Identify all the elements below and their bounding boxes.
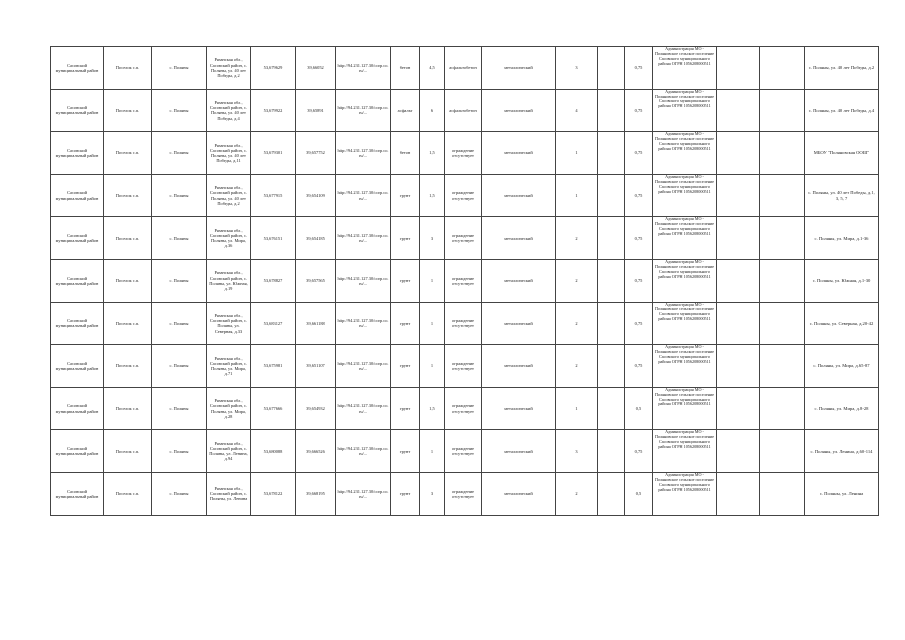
cell-latitude: 53,676151 [251, 217, 296, 260]
cell-map-link: http://94.231.127.30/corp.co.ru/... [336, 174, 391, 217]
cell-fence: ограждение отсутствует [445, 217, 482, 260]
cell-empty-2 [760, 47, 805, 90]
table-row [51, 174, 879, 217]
cell-area: 4,5 [420, 47, 445, 90]
cell-count: 3 [556, 430, 598, 473]
cell-district: Сасовский муниципальный район [51, 345, 104, 388]
cell-volume-empty [598, 302, 625, 345]
cell-volume: 0,75 [625, 259, 653, 302]
cell-volume-empty [598, 132, 625, 175]
cell-map-link: http://94.231.127.30/corp.co.ru/... [336, 217, 391, 260]
cell-district: Сасовский муниципальный район [51, 472, 104, 515]
cell-surface: грунт [391, 387, 420, 430]
cell-longitude: 39,654932 [296, 387, 336, 430]
cell-area: 6 [420, 89, 445, 132]
cell-owner: Администрация МО - Поляновское сельское поселение Сасовского муниципального района ОГРН 1056208000511 [653, 217, 717, 260]
cell-district: Сасовский муниципальный район [51, 89, 104, 132]
cell-district: Сасовский муниципальный район [51, 430, 104, 473]
cell-count: 3 [556, 47, 598, 90]
cell-count: 4 [556, 89, 598, 132]
cell-longitude: 39,657565 [296, 259, 336, 302]
cell-container-type: металлический [482, 89, 556, 132]
cell-count: 2 [556, 259, 598, 302]
table-row [51, 259, 879, 302]
cell-empty-1 [717, 430, 760, 473]
cell-longitude: 39,66052 [296, 47, 336, 90]
cell-container-type: металлический [482, 217, 556, 260]
cell-volume: 0,75 [625, 132, 653, 175]
cell-served-addresses: МБОУ "Поляновская ООШ" [805, 132, 879, 175]
cell-empty-1 [717, 217, 760, 260]
cell-area: 1 [420, 259, 445, 302]
cell-surface: грунт [391, 217, 420, 260]
cell-latitude: 53,683127 [251, 302, 296, 345]
cell-volume: 0,5 [625, 472, 653, 515]
cell-count: 2 [556, 217, 598, 260]
cell-volume-empty [598, 430, 625, 473]
cell-served-addresses: с. Поляны, ул. Мира, д.8-28 [805, 387, 879, 430]
cell-fence: асфальтобетон [445, 47, 482, 90]
cell-volume-empty [598, 387, 625, 430]
cell-empty-1 [717, 387, 760, 430]
cell-container-type: металлический [482, 47, 556, 90]
cell-settlement: Поселок с.п. [104, 345, 152, 388]
cell-address: Рязанская обл., Сасовский район, с. Поляны, ул. Северная, д.33 [207, 302, 251, 345]
cell-served-addresses: с. Поляны, ул. Мира, д.1-36 [805, 217, 879, 260]
cell-container-type: металлический [482, 472, 556, 515]
cell-owner: Администрация МО - Поляновское сельское поселение Сасовского муниципального района ОГРН 1056208000511 [653, 387, 717, 430]
cell-area: 1 [420, 345, 445, 388]
cell-served-addresses: с. Поляны, ул. Северная, д.20-42 [805, 302, 879, 345]
cell-locality: с. Поляны [152, 217, 207, 260]
cell-longitude: 39,65891 [296, 89, 336, 132]
cell-owner: Администрация МО - Поляновское сельское поселение Сасовского муниципального района ОГРН 1056208000511 [653, 89, 717, 132]
cell-empty-2 [760, 430, 805, 473]
cell-count: 1 [556, 132, 598, 175]
cell-volume-empty [598, 259, 625, 302]
cell-volume-empty [598, 47, 625, 90]
registry-table [50, 46, 879, 516]
cell-empty-1 [717, 174, 760, 217]
cell-address: Рязанская обл., Сасовский район, с. Поляны, ул. Мира, д.36 [207, 217, 251, 260]
cell-address: Рязанская обл., Сасовский район, с. Поляны, ул. Южная, д.19 [207, 259, 251, 302]
cell-locality: с. Поляны [152, 89, 207, 132]
cell-locality: с. Поляны [152, 302, 207, 345]
cell-empty-2 [760, 302, 805, 345]
cell-served-addresses: с. Поляны, ул. Ленина, д.60-114 [805, 430, 879, 473]
cell-count: 2 [556, 472, 598, 515]
cell-owner: Администрация МО - Поляновское сельское поселение Сасовского муниципального района ОГРН 1056208000511 [653, 132, 717, 175]
cell-district: Сасовский муниципальный район [51, 217, 104, 260]
cell-empty-2 [760, 217, 805, 260]
cell-fence: ограждение отсутствует [445, 472, 482, 515]
cell-settlement: Поселок с.п. [104, 430, 152, 473]
table-row [51, 89, 879, 132]
table-row [51, 345, 879, 388]
cell-latitude: 53,679922 [251, 89, 296, 132]
cell-empty-2 [760, 472, 805, 515]
cell-empty-1 [717, 89, 760, 132]
cell-empty-2 [760, 89, 805, 132]
cell-volume-empty [598, 174, 625, 217]
cell-settlement: Поселок с.п. [104, 47, 152, 90]
cell-address: Рязанская обл., Сасовский район, с. Поляны, ул. 40 лет Победы, д.11 [207, 132, 251, 175]
cell-surface: асфальт [391, 89, 420, 132]
cell-longitude: 39,654185 [296, 217, 336, 260]
cell-map-link: http://94.231.127.30/corp.co.ru/... [336, 89, 391, 132]
cell-surface: грунт [391, 345, 420, 388]
cell-fence: ограждение отсутствует [445, 174, 482, 217]
cell-volume-empty [598, 472, 625, 515]
cell-area: 1 [420, 302, 445, 345]
cell-container-type: металлический [482, 174, 556, 217]
cell-locality: с. Поляны [152, 47, 207, 90]
cell-settlement: Поселок с.п. [104, 132, 152, 175]
cell-map-link: http://94.231.127.30/corp.co.ru/... [336, 47, 391, 90]
cell-surface: грунт [391, 430, 420, 473]
cell-district: Сасовский муниципальный район [51, 47, 104, 90]
cell-served-addresses: с. Поляны, ул. 40 лет Победы, д.2 [805, 47, 879, 90]
table-row [51, 47, 879, 90]
cell-surface: грунт [391, 174, 420, 217]
cell-area: 3 [420, 472, 445, 515]
cell-served-addresses: с. Поляны, ул. Южная, д.1-30 [805, 259, 879, 302]
cell-locality: с. Поляны [152, 430, 207, 473]
cell-settlement: Поселок с.п. [104, 89, 152, 132]
cell-map-link: http://94.231.127.30/corp.co.ru/... [336, 345, 391, 388]
cell-longitude: 39,654109 [296, 174, 336, 217]
cell-address: Рязанская обл., Сасовский район, с. Поляны, ул. Ленина [207, 472, 251, 515]
cell-volume: 0,75 [625, 345, 653, 388]
cell-empty-2 [760, 132, 805, 175]
cell-map-link: http://94.231.127.30/corp.co.ru/... [336, 132, 391, 175]
cell-latitude: 53,680088 [251, 430, 296, 473]
cell-container-type: металлический [482, 302, 556, 345]
cell-settlement: Поселок с.п. [104, 302, 152, 345]
cell-volume: 0,75 [625, 430, 653, 473]
cell-count: 2 [556, 345, 598, 388]
cell-volume: 0,5 [625, 387, 653, 430]
cell-address: Рязанская обл., Сасовский район, с. Поляны, ул. Мира, д.28 [207, 387, 251, 430]
cell-longitude: 39,661188 [296, 302, 336, 345]
cell-address: Рязанская обл., Сасовский район, с. Поляны, ул. 40 лет Победы, д.2 [207, 174, 251, 217]
cell-owner: Администрация МО - Поляновское сельское поселение Сасовского муниципального района ОГРН 1056208000511 [653, 345, 717, 388]
cell-fence: ограждение отсутствует [445, 302, 482, 345]
cell-longitude: 39,666526 [296, 430, 336, 473]
cell-owner: Администрация МО - Поляновское сельское поселение Сасовского муниципального района ОГРН 1056208000511 [653, 430, 717, 473]
cell-container-type: металлический [482, 259, 556, 302]
cell-volume: 0,75 [625, 89, 653, 132]
cell-locality: с. Поляны [152, 387, 207, 430]
cell-served-addresses: с. Поляны, ул. 40 лет Победы, д.1, 3, 5, 7 [805, 174, 879, 217]
cell-district: Сасовский муниципальный район [51, 174, 104, 217]
cell-served-addresses: с. Поляны, ул. 40 лет Победы, д.4 [805, 89, 879, 132]
cell-locality: с. Поляны [152, 345, 207, 388]
cell-volume: 0,75 [625, 174, 653, 217]
cell-volume-empty [598, 345, 625, 388]
cell-latitude: 53,677915 [251, 174, 296, 217]
cell-empty-2 [760, 345, 805, 388]
cell-empty-1 [717, 345, 760, 388]
cell-latitude: 53,679301 [251, 132, 296, 175]
cell-district: Сасовский муниципальный район [51, 302, 104, 345]
cell-map-link: http://94.231.127.30/corp.co.ru/... [336, 387, 391, 430]
cell-empty-2 [760, 259, 805, 302]
cell-owner: Администрация МО - Поляновское сельское поселение Сасовского муниципального района ОГРН 1056208000511 [653, 259, 717, 302]
cell-empty-2 [760, 174, 805, 217]
cell-volume-empty [598, 217, 625, 260]
cell-longitude: 39,668195 [296, 472, 336, 515]
table-row [51, 132, 879, 175]
cell-count: 1 [556, 174, 598, 217]
cell-longitude: 39,657752 [296, 132, 336, 175]
cell-map-link: http://94.231.127.30/corp.co.ru/... [336, 259, 391, 302]
cell-latitude: 53,679629 [251, 47, 296, 90]
cell-settlement: Поселок с.п. [104, 259, 152, 302]
cell-empty-1 [717, 47, 760, 90]
cell-volume: 0,75 [625, 302, 653, 345]
cell-owner: Администрация МО - Поляновское сельское поселение Сасовского муниципального района ОГРН 1056208000511 [653, 47, 717, 90]
cell-owner: Администрация МО - Поляновское сельское поселение Сасовского муниципального района ОГРН 1056208000511 [653, 472, 717, 515]
cell-volume: 0,75 [625, 217, 653, 260]
cell-container-type: металлический [482, 345, 556, 388]
table-row [51, 472, 879, 515]
cell-volume-empty [598, 89, 625, 132]
cell-empty-1 [717, 472, 760, 515]
cell-empty-1 [717, 302, 760, 345]
cell-latitude: 53,678827 [251, 259, 296, 302]
cell-fence: асфальтобетон [445, 89, 482, 132]
cell-map-link: http://94.231.127.30/corp.co.ru/... [336, 472, 391, 515]
cell-fence: ограждение отсутствует [445, 430, 482, 473]
cell-map-link: http://94.231.127.30/corp.co.ru/... [336, 302, 391, 345]
cell-locality: с. Поляны [152, 132, 207, 175]
cell-volume: 0,75 [625, 47, 653, 90]
cell-district: Сасовский муниципальный район [51, 132, 104, 175]
cell-container-type: металлический [482, 132, 556, 175]
cell-container-type: металлический [482, 430, 556, 473]
cell-address: Рязанская обл., Сасовский район, с. Поляны, ул. Мира, д.71 [207, 345, 251, 388]
cell-area: 1,5 [420, 132, 445, 175]
cell-address: Рязанская обл., Сасовский район, с. Поляны, ул. Ленина, д.94 [207, 430, 251, 473]
cell-locality: с. Поляны [152, 472, 207, 515]
cell-address: Рязанская обл., Сасовский район, с. Поляны, ул. 40 лет Победы, д.4 [207, 89, 251, 132]
cell-surface: бетон [391, 132, 420, 175]
cell-settlement: Поселок с.п. [104, 472, 152, 515]
cell-area: 1,5 [420, 174, 445, 217]
cell-latitude: 53,677666 [251, 387, 296, 430]
cell-empty-2 [760, 387, 805, 430]
cell-district: Сасовский муниципальный район [51, 387, 104, 430]
cell-settlement: Поселок с.п. [104, 387, 152, 430]
cell-address: Рязанская обл., Сасовский район, с. Поляны, ул. 40 лет Победы, д.2 [207, 47, 251, 90]
table-row [51, 217, 879, 260]
cell-area: 1 [420, 430, 445, 473]
cell-surface: грунт [391, 472, 420, 515]
cell-fence: ограждение отсутствует [445, 259, 482, 302]
cell-surface: грунт [391, 259, 420, 302]
cell-area: 3 [420, 217, 445, 260]
cell-locality: с. Поляны [152, 174, 207, 217]
cell-latitude: 53,678122 [251, 472, 296, 515]
cell-map-link: http://94.231.127.30/corp.co.ru/... [336, 430, 391, 473]
cell-longitude: 39,651107 [296, 345, 336, 388]
cell-settlement: Поселок с.п. [104, 174, 152, 217]
table-row [51, 302, 879, 345]
cell-locality: с. Поляны [152, 259, 207, 302]
cell-fence: ограждение отсутствует [445, 345, 482, 388]
cell-surface: бетон [391, 47, 420, 90]
table-row [51, 387, 879, 430]
cell-owner: Администрация МО - Поляновское сельское поселение Сасовского муниципального района ОГРН 1056208000511 [653, 174, 717, 217]
cell-area: 1,5 [420, 387, 445, 430]
cell-district: Сасовский муниципальный район [51, 259, 104, 302]
cell-served-addresses: с. Поляны, ул. Мира, д.65-87 [805, 345, 879, 388]
cell-owner: Администрация МО - Поляновское сельское поселение Сасовского муниципального района ОГРН 1056208000511 [653, 302, 717, 345]
cell-served-addresses: с. Поляны, ул. Ленина [805, 472, 879, 515]
cell-count: 2 [556, 302, 598, 345]
cell-fence: ограждение отсутствует [445, 132, 482, 175]
cell-settlement: Поселок с.п. [104, 217, 152, 260]
table-row [51, 430, 879, 473]
cell-surface: грунт [391, 302, 420, 345]
cell-empty-1 [717, 259, 760, 302]
cell-count: 1 [556, 387, 598, 430]
cell-container-type: металлический [482, 387, 556, 430]
cell-fence: ограждение отсутствует [445, 387, 482, 430]
cell-latitude: 53,675981 [251, 345, 296, 388]
cell-empty-1 [717, 132, 760, 175]
